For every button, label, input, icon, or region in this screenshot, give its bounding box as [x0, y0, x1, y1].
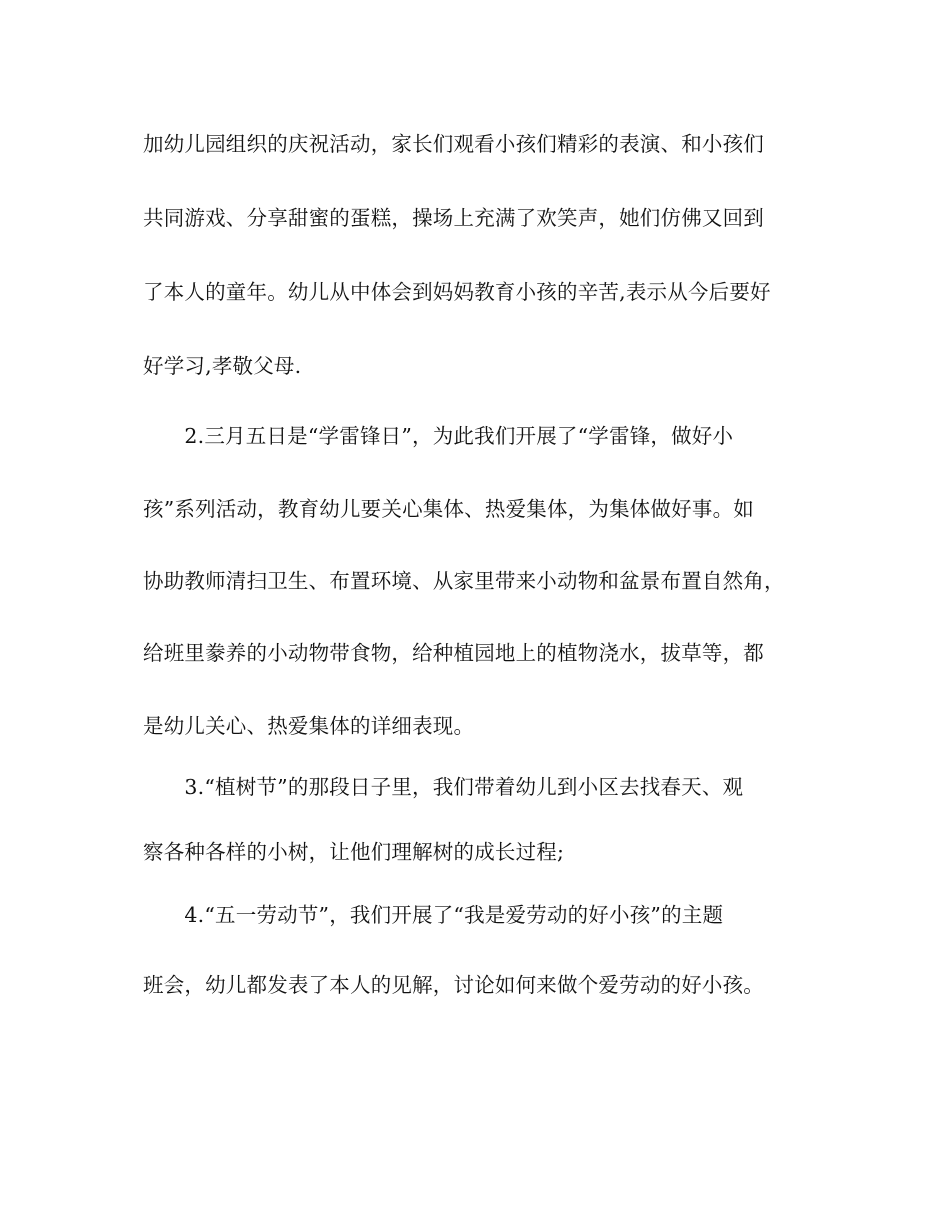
text-line: 加幼儿园组织的庆祝活动，家长们观看小孩们精彩的表演、和小孩们: [143, 132, 764, 156]
text-line: 孩”系列活动，教育幼儿要关心集体、热爱集体，为集体做好事。如: [143, 497, 754, 521]
text-line: 4.“五一劳动节”，我们开展了“我是爱劳动的好小孩”的主题: [143, 903, 724, 927]
text-line: 是幼儿关心、热爱集体的详细表现。: [143, 714, 475, 738]
text-line: 3.“植树节”的那段日子里，我们带着幼儿到小区去找春天、观: [143, 775, 744, 799]
text-line: 协助教师清扫卫生、布置环境、从家里带来小动物和盆景布置自然角，: [143, 569, 785, 593]
text-line: 共同游戏、分享甜蜜的蛋糕，操场上充满了欢笑声，她们仿佛又回到: [143, 206, 764, 230]
text-line: 班会，幼儿都发表了本人的见解，讨论如何来做个爱劳动的好小孩。: [143, 973, 764, 997]
text-line: 2.三月五日是“学雷锋日”，为此我们开展了“学雷锋，做好小: [143, 424, 734, 448]
text-line: 好学习,孝敬父母.: [143, 354, 302, 378]
text-line: 给班里豢养的小动物带食物，给种植园地上的植物浇水，拔草等，都: [143, 641, 764, 665]
text-line: 察各种各样的小树，让他们理解树的成长过程;: [143, 840, 565, 864]
text-line: 了本人的童年。幼儿从中体会到妈妈教育小孩的辛苦,表示从今后要好: [143, 280, 771, 304]
